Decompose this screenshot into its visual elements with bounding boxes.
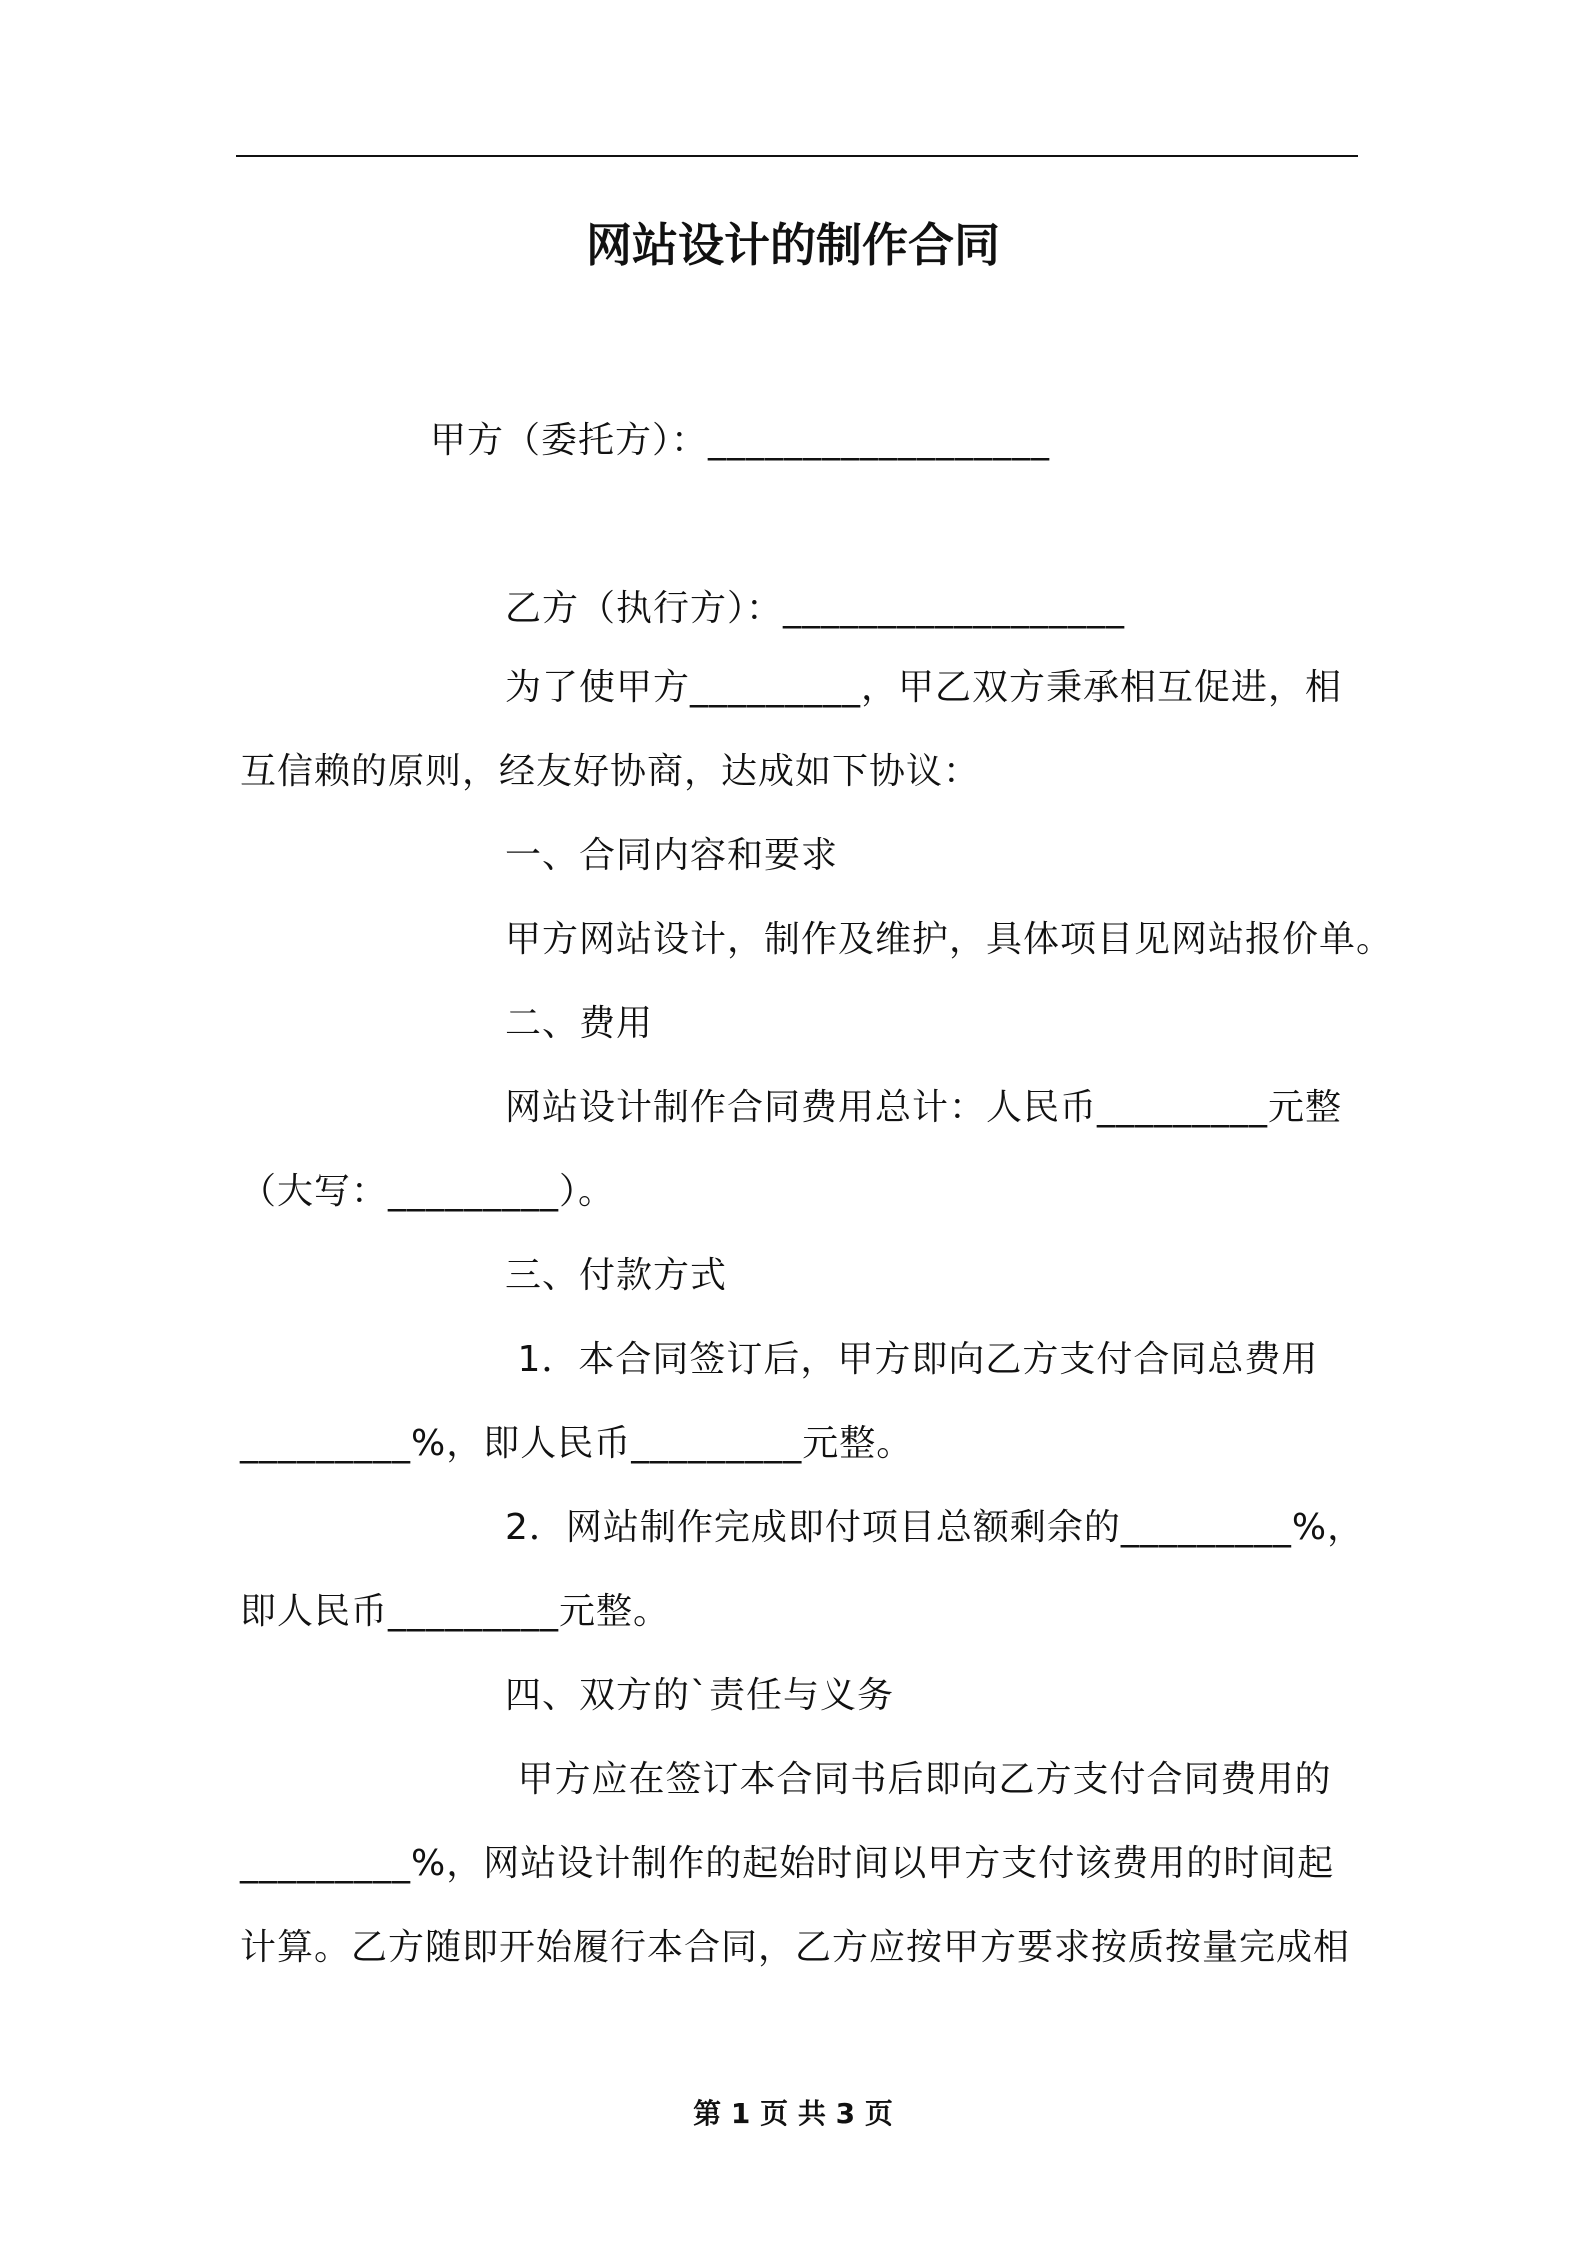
section-1-heading: 一、合同内容和要求 xyxy=(505,835,839,876)
page-number: 第 1 页 共 3 页 xyxy=(693,2097,893,2130)
document-title: 网站设计的制作合同 xyxy=(586,218,1000,272)
section-3-heading: 三、付款方式 xyxy=(505,1255,728,1296)
header-rule xyxy=(236,155,1358,157)
section-4-text-2: _________%，网站设计制作的起始时间以甲方支付该费用的时间起 xyxy=(240,1843,1335,1884)
section-2-text-1: 网站设计制作合同费用总计：人民币_________元整 xyxy=(505,1087,1343,1128)
section-3-item-2-line-1: 2．网站制作完成即付项目总额剩余的_________%， xyxy=(505,1507,1365,1548)
intro-line-1: 为了使甲方_________，甲乙双方秉承相互促进，相 xyxy=(505,667,1343,708)
party-a-line: 甲方（委托方）：__________________ xyxy=(430,420,1051,461)
section-3-item-1-line-2: _________%，即人民币_________元整。 xyxy=(240,1423,914,1464)
section-3-item-1-line-1: 1．本合同签订后，甲方即向乙方支付合同总费用 xyxy=(505,1339,1319,1380)
section-1-text: 甲方网站设计，制作及维护，具体项目见网站报价单。 xyxy=(505,919,1394,960)
intro-line-2: 互信赖的原则，经友好协商，达成如下协议： xyxy=(240,751,981,792)
section-4-text-3: 计算。乙方随即开始履行本合同，乙方应按甲方要求按质按量完成相 xyxy=(240,1927,1351,1968)
section-4-text-1: 甲方应在签订本合同书后即向乙方支付合同费用的 xyxy=(505,1759,1332,1800)
party-b-line: 乙方（执行方）：__________________ xyxy=(505,588,1126,629)
section-4-heading: 四、双方的`责任与义务 xyxy=(505,1675,895,1716)
section-3-item-2-line-2: 即人民币_________元整。 xyxy=(240,1591,671,1632)
section-2-heading: 二、费用 xyxy=(505,1003,654,1044)
section-2-text-2: （大写：_________）。 xyxy=(240,1171,616,1212)
